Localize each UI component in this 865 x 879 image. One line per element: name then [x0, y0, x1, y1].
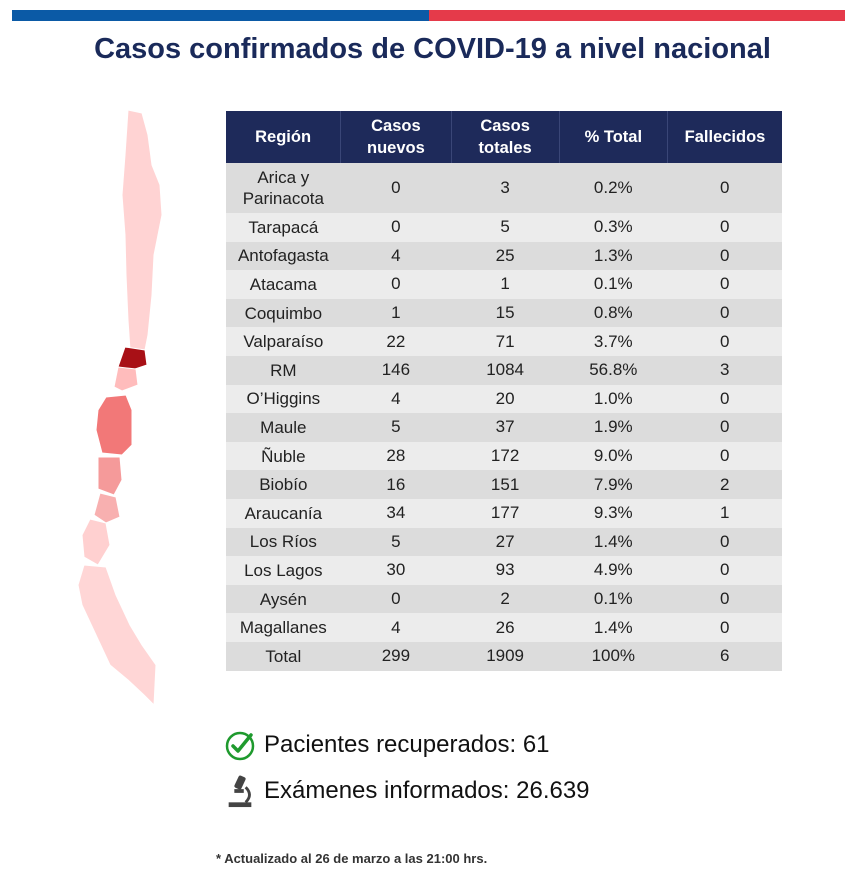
cell-deaths: 0	[668, 163, 782, 213]
cell-region: Araucanía	[226, 499, 341, 528]
cell-region: Aysén	[226, 585, 341, 614]
cell-deaths: 0	[668, 242, 782, 271]
map-region-rm	[118, 347, 147, 370]
covid-cases-table	[226, 111, 782, 671]
cell-region: Coquimbo	[226, 299, 341, 328]
table-row	[226, 163, 782, 213]
table-row	[226, 213, 782, 242]
cell-percent-total: 1.4%	[559, 528, 667, 557]
table-row	[226, 242, 782, 271]
cell-percent-total: 0.1%	[559, 270, 667, 299]
header-deaths: Fallecidos	[668, 111, 782, 163]
cell-total-cases: 2	[451, 585, 559, 614]
cell-new-cases: 5	[341, 413, 451, 442]
header-total-cases: Casos totales	[451, 111, 559, 163]
cell-deaths: 2	[668, 470, 782, 499]
cell-percent-total: 1.3%	[559, 242, 667, 271]
cell-new-cases: 0	[341, 585, 451, 614]
cell-total-cases: 1909	[451, 642, 559, 671]
cell-percent-total: 100%	[559, 642, 667, 671]
cell-percent-total: 7.9%	[559, 470, 667, 499]
cell-deaths: 0	[668, 327, 782, 356]
cell-percent-total: 3.7%	[559, 327, 667, 356]
check-circle-icon	[224, 728, 256, 762]
map-region-north	[122, 110, 162, 350]
table-row	[226, 385, 782, 414]
cell-new-cases: 299	[341, 642, 451, 671]
cell-new-cases: 146	[341, 356, 451, 385]
cell-new-cases: 0	[341, 213, 451, 242]
cell-total-cases: 93	[451, 556, 559, 585]
table-row	[226, 327, 782, 356]
cell-total-cases: 3	[451, 163, 559, 213]
cell-new-cases: 4	[341, 242, 451, 271]
cell-total-cases: 27	[451, 528, 559, 557]
cell-region: Los Ríos	[226, 528, 341, 557]
map-region-south	[78, 565, 156, 705]
cell-percent-total: 9.3%	[559, 499, 667, 528]
table-row	[226, 299, 782, 328]
cell-new-cases: 30	[341, 556, 451, 585]
table-row	[226, 470, 782, 499]
table-row	[226, 556, 782, 585]
microscope-icon	[224, 774, 256, 808]
cell-percent-total: 4.9%	[559, 556, 667, 585]
cell-region: Maule	[226, 413, 341, 442]
cell-deaths: 0	[668, 528, 782, 557]
cell-deaths: 6	[668, 642, 782, 671]
cell-deaths: 0	[668, 556, 782, 585]
cell-deaths: 0	[668, 270, 782, 299]
table-body	[226, 163, 782, 671]
cell-percent-total: 0.2%	[559, 163, 667, 213]
cell-total-cases: 1084	[451, 356, 559, 385]
map-region-loslagos	[82, 519, 110, 565]
map-region-center	[96, 395, 132, 455]
cell-new-cases: 28	[341, 442, 451, 471]
cell-new-cases: 16	[341, 470, 451, 499]
chile-map-icon	[70, 105, 190, 715]
cell-percent-total: 0.3%	[559, 213, 667, 242]
recovered-stat	[224, 728, 550, 762]
cell-percent-total: 1.4%	[559, 613, 667, 642]
top-bar-red	[429, 10, 846, 21]
cell-percent-total: 0.1%	[559, 585, 667, 614]
cell-new-cases: 22	[341, 327, 451, 356]
exams-stat	[224, 774, 590, 808]
cell-deaths: 1	[668, 499, 782, 528]
cell-region: Antofagasta	[226, 242, 341, 271]
cell-total-cases: 172	[451, 442, 559, 471]
cell-region: Valparaíso	[226, 327, 341, 356]
cell-region: Atacama	[226, 270, 341, 299]
header-new-cases: Casos nuevos	[341, 111, 451, 163]
table-row	[226, 413, 782, 442]
cell-new-cases: 1	[341, 299, 451, 328]
table-row	[226, 270, 782, 299]
cell-deaths: 0	[668, 613, 782, 642]
cell-percent-total: 56.8%	[559, 356, 667, 385]
cell-deaths: 0	[668, 385, 782, 414]
table-row	[226, 528, 782, 557]
map-region-ohiggins	[114, 367, 138, 391]
cell-total-cases: 5	[451, 213, 559, 242]
footnote: * Actualizado al 26 de marzo a las 21:00 hrs.	[216, 851, 488, 866]
cell-new-cases: 4	[341, 385, 451, 414]
cell-percent-total: 9.0%	[559, 442, 667, 471]
cell-total-cases: 15	[451, 299, 559, 328]
cell-region: RM	[226, 356, 341, 385]
cell-new-cases: 4	[341, 613, 451, 642]
cell-total-cases: 25	[451, 242, 559, 271]
cell-deaths: 0	[668, 585, 782, 614]
recovered-text: Pacientes recuperados: 61	[264, 731, 550, 758]
header-percent-total: % Total	[559, 111, 667, 163]
cell-total-cases: 177	[451, 499, 559, 528]
table-row	[226, 585, 782, 614]
cell-percent-total: 1.0%	[559, 385, 667, 414]
cell-region: Ñuble	[226, 442, 341, 471]
cell-region: Total	[226, 642, 341, 671]
cell-deaths: 0	[668, 413, 782, 442]
cell-percent-total: 1.9%	[559, 413, 667, 442]
exams-text: Exámenes informados: 26.639	[264, 777, 590, 804]
table-row	[226, 356, 782, 385]
header-region: Región	[226, 111, 341, 163]
table-header-row	[226, 111, 782, 163]
top-bar-blue	[12, 10, 429, 21]
cell-new-cases: 0	[341, 270, 451, 299]
cell-new-cases: 5	[341, 528, 451, 557]
top-color-bar	[12, 10, 845, 21]
cell-total-cases: 71	[451, 327, 559, 356]
cell-total-cases: 151	[451, 470, 559, 499]
table-row	[226, 442, 782, 471]
cell-deaths: 0	[668, 299, 782, 328]
cell-region: Los Lagos	[226, 556, 341, 585]
table-row	[226, 642, 782, 671]
cell-percent-total: 0.8%	[559, 299, 667, 328]
cell-deaths: 0	[668, 213, 782, 242]
cell-region: Tarapacá	[226, 213, 341, 242]
cell-region: Biobío	[226, 470, 341, 499]
table-row	[226, 613, 782, 642]
table-row	[226, 499, 782, 528]
cell-total-cases: 1	[451, 270, 559, 299]
cell-new-cases: 0	[341, 163, 451, 213]
cell-deaths: 3	[668, 356, 782, 385]
cell-region: O’Higgins	[226, 385, 341, 414]
cell-total-cases: 26	[451, 613, 559, 642]
map-region-araucania	[98, 457, 122, 495]
cell-region: Magallanes	[226, 613, 341, 642]
cell-new-cases: 34	[341, 499, 451, 528]
cell-deaths: 0	[668, 442, 782, 471]
cell-total-cases: 37	[451, 413, 559, 442]
cell-total-cases: 20	[451, 385, 559, 414]
map-region-losrios	[94, 493, 120, 523]
page-title: Casos confirmados de COVID-19 a nivel nacional	[94, 33, 771, 65]
cell-region: Arica y Parinacota	[226, 163, 341, 213]
